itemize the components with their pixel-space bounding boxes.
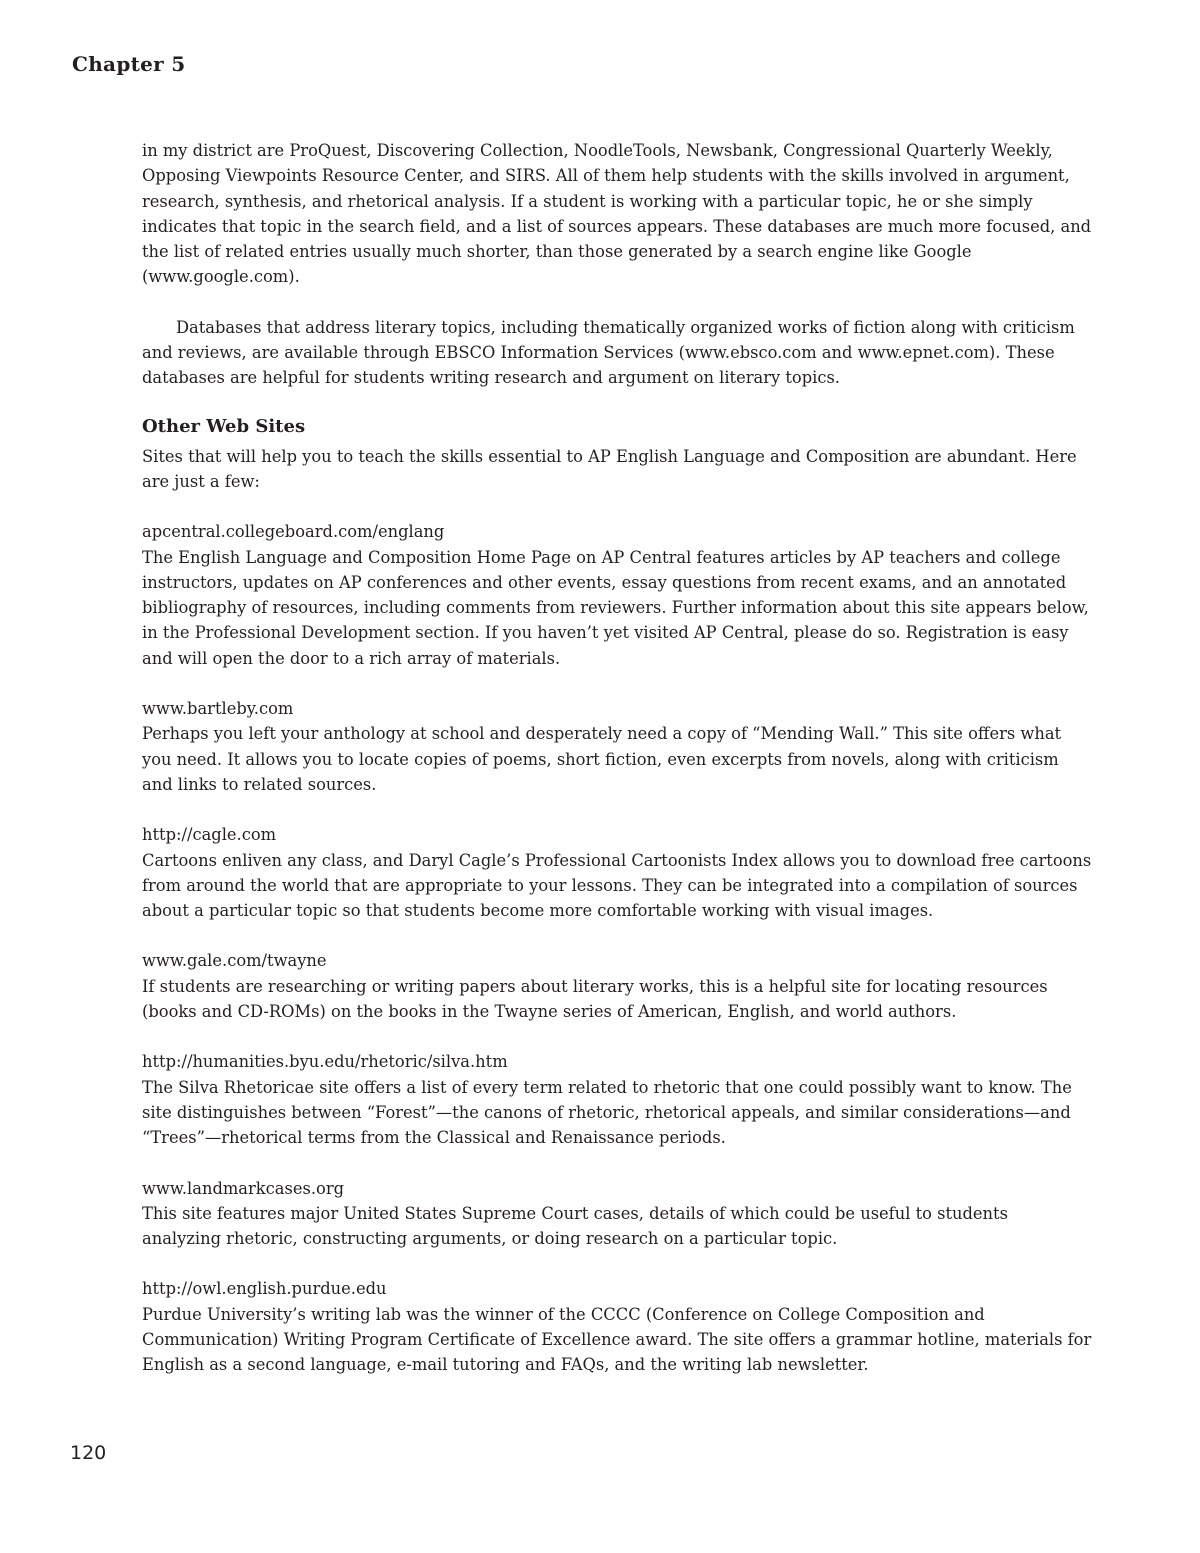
site-url[interactable]: www.bartleby.com xyxy=(142,699,294,719)
site-entry xyxy=(142,1276,1092,1377)
intro-paragraph-2: Databases that address literary topics, including thematically organized works of fiction along with criticism and reviews, are available through EBSCO Information Services (www.ebsco.com and www.epnet.com). These databases are helpful for students writing research and argument on literary topics. xyxy=(142,317,1075,388)
chapter-heading: Chapter 5 xyxy=(72,52,186,76)
site-entry xyxy=(142,519,1092,671)
section-intro: Sites that will help you to teach the skills essential to AP English Language and Composition are abundant. Here are just a few: xyxy=(142,446,1077,491)
page-number: 120 xyxy=(70,1442,107,1464)
site-description: Perhaps you left your anthology at school and desperately need a copy of “Mending Wall.” This site offers what you need. It allows you to locate copies of poems, short fiction, even excerpts from novels, along with criticism and links to related sources. xyxy=(142,724,1062,794)
site-description: Purdue University’s writing lab was the winner of the CCCC (Conference on College Composition and Communication) Writing Program Certificate of Excellence award. The site offers a grammar hotline, materials for English as a second language, e-mail tutoring and FAQs, and the writing lab newsletter. xyxy=(142,1304,1092,1375)
site-description: The English Language and Composition Home Page on AP Central features articles by AP teachers and college instructors, updates on AP conferences and other events, essay questions from recent exams, and an annotated bibliography of resources, including comments from reviewers. Further information about this site appears below, in the Professional Development section. If you haven’t yet visited AP Central, please do so. Registration is easy and will open the door to a rich array of materials. xyxy=(142,547,1089,668)
site-url[interactable]: http://humanities.byu.edu/rhetoric/silva.htm xyxy=(142,1052,508,1072)
site-entry xyxy=(142,696,1092,797)
site-entry xyxy=(142,948,1092,1024)
site-entry xyxy=(142,822,1092,923)
site-description: This site features major United States Supreme Court cases, details of which could be useful to students analyzing rhetoric, constructing arguments, or doing research on a particular topic. xyxy=(142,1203,1008,1249)
intro-paragraph-1: in my district are ProQuest, Discovering Collection, NoodleTools, Newsbank, Congressional Quarterly Weekly, Opposing Viewpoints Resource Center, and SIRS. All of them help students with the skills involved in argument, research, synthesis, and rhetorical analysis. If a student is working with a particular topic, he or she simply indicates that topic in the search field, and a list of sources appears. These databases are much more focused, and the list of related entries usually much shorter, than those generated by a search engine like Google (www.google.com). xyxy=(142,141,1092,287)
site-url[interactable]: apcentral.collegeboard.com/englang xyxy=(142,522,445,542)
site-description: Cartoons enliven any class, and Daryl Cagle’s Professional Cartoonists Index allows you to download free cartoons from around the world that are appropriate to your lessons. They can be integrated into a compilation of sources about a particular topic so that students become more comfortable working with visual images. xyxy=(142,850,1092,921)
body-text xyxy=(142,138,1092,1403)
site-url[interactable]: http://owl.english.purdue.edu xyxy=(142,1279,387,1299)
site-description: If students are researching or writing papers about literary works, this is a helpful site for locating resources (books and CD-ROMs) on the books in the Twayne series of American, English, and world authors. xyxy=(142,976,1048,1022)
site-url[interactable]: www.gale.com/twayne xyxy=(142,951,327,971)
site-url[interactable]: www.landmarkcases.org xyxy=(142,1178,345,1198)
site-url[interactable]: http://cagle.com xyxy=(142,825,277,845)
site-description: The Silva Rhetoricae site offers a list of every term related to rhetoric that one could possibly want to know. The site distinguishes between “Forest”—the canons of rhetoric, rhetorical appeals, and similar considerations—and “Trees”—rhetorical terms from the Classical and Renaissance periods. xyxy=(142,1077,1072,1148)
site-entry xyxy=(142,1176,1092,1252)
section-heading: Other Web Sites xyxy=(142,415,306,437)
site-entry xyxy=(142,1049,1092,1150)
